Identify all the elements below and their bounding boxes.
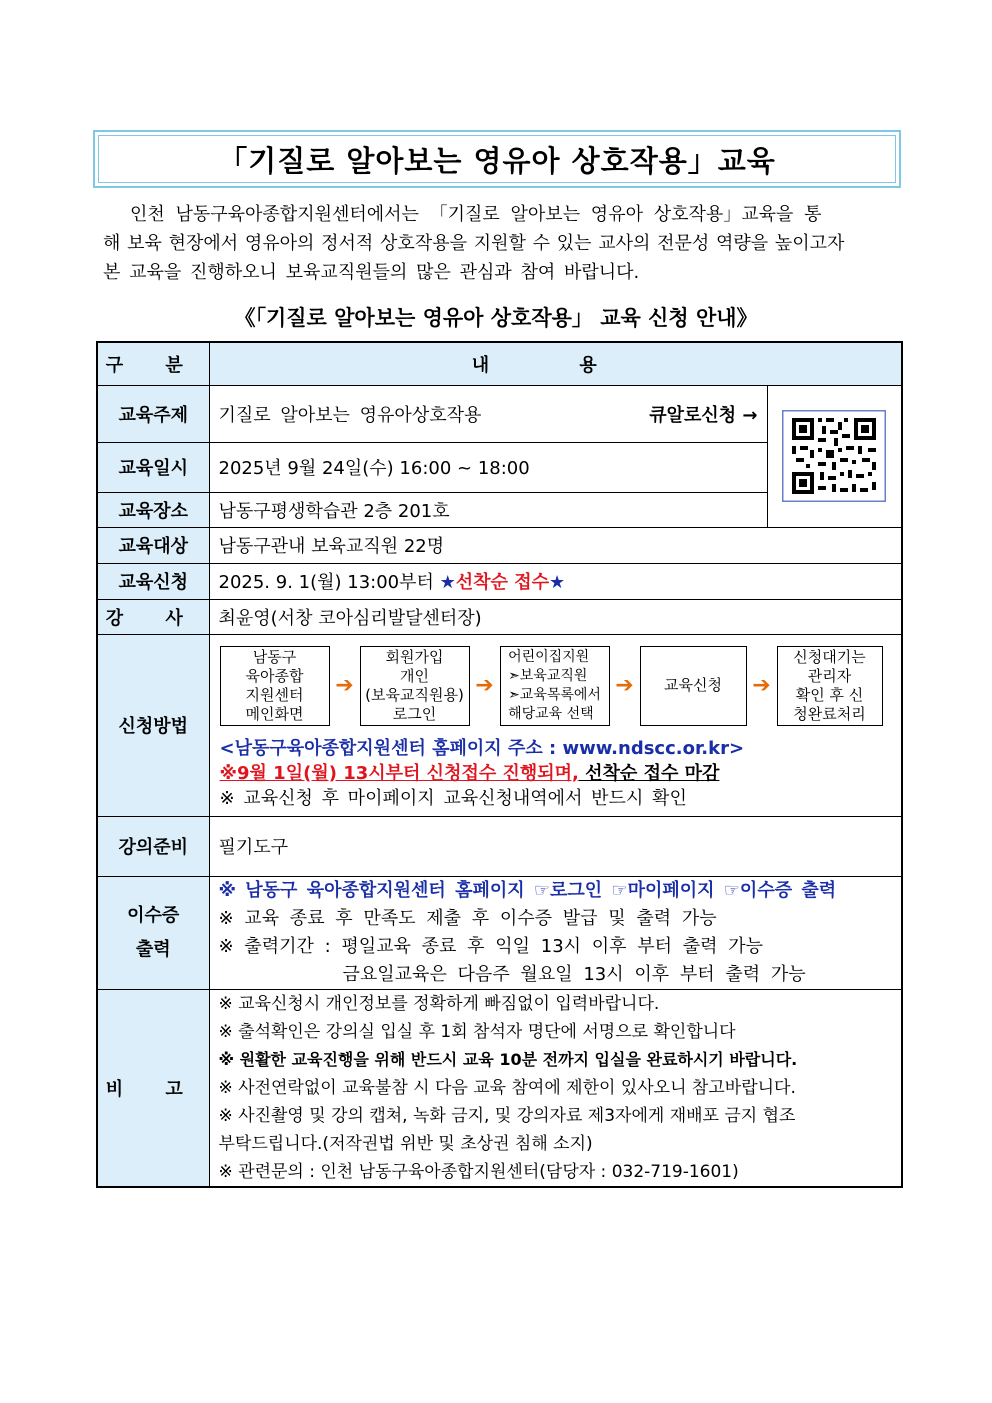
remark-line: ※ 출석확인은 강의실 입실 후 1회 참석자 명단에 서명으로 확인합니다 <box>218 1021 736 1042</box>
label-target: 교육대상 <box>97 527 209 563</box>
date-value: 2025년 9월 24일(수) 16:00 ~ 18:00 <box>209 442 767 492</box>
remark-line: ※ 원활한 교육진행을 위해 반드시 교육 10분 전까지 입실을 완료하시기 바랍니다. <box>218 1049 798 1069</box>
remark-line: ※ 사진촬영 및 강의 캡쳐, 녹화 금지, 및 강의자료 제3자에게 재배포 금지 협조 <box>218 1105 796 1126</box>
label-lecturer: 강 사 <box>97 599 209 634</box>
apply-cell <box>209 563 902 599</box>
star-icon: ★ <box>549 572 566 593</box>
target-value: 남동구관내 보육교직원 22명 <box>209 527 902 563</box>
notice-deadline: ※9월 1일(월) 13시부터 신청접수 진행되며, 선착순 접수 마감 <box>219 762 720 784</box>
table-header-row <box>97 342 902 385</box>
remarks-cell <box>209 989 902 1187</box>
flow-step-confirm: 신청대기는 관리자 확인 후 신 청완료처리 <box>777 646 883 726</box>
flow-step-login: 회원가입 개인 (보육교직원용) 로그인 <box>360 646 470 726</box>
homepage-link[interactable]: <남동구육아종합지원센터 홈페이지 주소 : www.ndscc.or.kr> <box>219 737 745 759</box>
row-method <box>97 634 902 816</box>
notice-check: ※ 교육신청 후 마이페이지 교육신청내역에서 반드시 확인 <box>219 787 687 809</box>
label-prep: 강의준비 <box>97 816 209 876</box>
lecturer-value: 최윤영(서창 코아심리발달센터장) <box>209 599 902 634</box>
certificate-line: ※ 출력기간 : 평일교육 종료 후 익일 13시 이후 부터 출력 가능 <box>218 935 764 957</box>
info-table <box>96 341 903 1188</box>
remark-line: ※ 교육신청시 개인정보를 정확하게 빠짐없이 입력바랍니다. <box>218 993 660 1014</box>
apply-flow <box>220 642 902 726</box>
row-lecturer <box>97 599 902 634</box>
place-value: 남동구평생학습관 2층 201호 <box>209 492 767 527</box>
row-apply <box>97 563 902 599</box>
apply-value: 2025. 9. 1(월) 13:00부터 <box>218 572 434 593</box>
topic-cell <box>209 385 767 442</box>
remark-line: 부탁드립니다.(저작권법 위반 및 초상권 침해 소지) <box>218 1133 593 1154</box>
certificate-line: ※ 남동구 육아종합지원센터 홈페이지 ☞로그인 ☞마이페이지 ☞이수증 출력 <box>218 879 837 901</box>
label-method: 신청방법 <box>97 634 209 816</box>
flow-step-select: 어린이집지원 ➣보육교직원 ➣교육목록에서 해당교육 선택 <box>500 646 610 726</box>
arrow-right-icon: ➔ <box>615 673 634 698</box>
label-date: 교육일시 <box>97 442 209 492</box>
label-remarks: 비 고 <box>97 989 209 1187</box>
first-come-label: 선착순 접수 <box>455 572 549 593</box>
intro-line: 인천 남동구육아종합지원센터에서는 「기질로 알아보는 영유아 상호작용」교육을 통 <box>130 204 822 225</box>
arrow-right-icon: ➔ <box>335 673 354 698</box>
flow-step-apply: 교육신청 <box>640 646 747 726</box>
row-topic <box>97 385 902 442</box>
header-category: 구 분 <box>97 342 209 385</box>
certificate-line: 금요일교육은 다음주 월요일 13시 이후 부터 출력 가능 <box>342 963 806 985</box>
arrow-right-icon: ➔ <box>475 673 494 698</box>
label-place: 교육장소 <box>97 492 209 527</box>
certificate-line: ※ 교육 종료 후 만족도 제출 후 이수증 발급 및 출력 가능 <box>218 907 717 929</box>
remark-line: ※ 사전연락없이 교육불참 시 다음 교육 참여에 제한이 있사오니 참고바랍니다. <box>218 1077 796 1098</box>
qr-apply-label: 큐알로신청 → <box>649 404 758 426</box>
method-cell <box>209 634 902 816</box>
certificate-cell <box>209 876 902 989</box>
label-topic: 교육주제 <box>97 385 209 442</box>
row-certificate <box>97 876 902 989</box>
label-apply: 교육신청 <box>97 563 209 599</box>
intro-paragraph <box>103 200 893 287</box>
label-certificate: 이수증 출력 <box>97 876 209 989</box>
section-subtitle: 《「기질로 알아보는 영유아 상호작용」 교육 신청 안내》 <box>234 306 758 330</box>
star-icon: ★ <box>439 572 456 593</box>
topic-value: 기질로 알아보는 영유아상호작용 <box>218 404 482 426</box>
row-remarks <box>97 989 902 1187</box>
intro-line: 해 보육 현장에서 영유아의 정서적 상호작용을 지원할 수 있는 교사의 전문성 역량을 높이고자 <box>103 233 845 254</box>
qr-code-icon[interactable] <box>782 410 886 502</box>
row-prep <box>97 816 902 876</box>
row-target <box>97 527 902 563</box>
page-title: 「기질로 알아보는 영유아 상호작용」교육 <box>98 135 896 183</box>
header-content: 내 용 <box>209 342 902 385</box>
prep-value: 필기도구 <box>209 816 902 876</box>
intro-line: 본 교육을 진행하오니 보육교직원들의 많은 관심과 참여 바랍니다. <box>103 262 640 283</box>
remark-line: ※ 관련문의 : 인천 남동구육아종합지원센터(담당자 : 032-719-1601) <box>218 1161 739 1182</box>
arrow-right-icon: ➔ <box>752 673 771 698</box>
title-box <box>93 130 901 188</box>
qr-cell <box>767 385 902 527</box>
flow-step-main: 남동구 육아종합 지원센터 메인화면 <box>220 646 330 726</box>
